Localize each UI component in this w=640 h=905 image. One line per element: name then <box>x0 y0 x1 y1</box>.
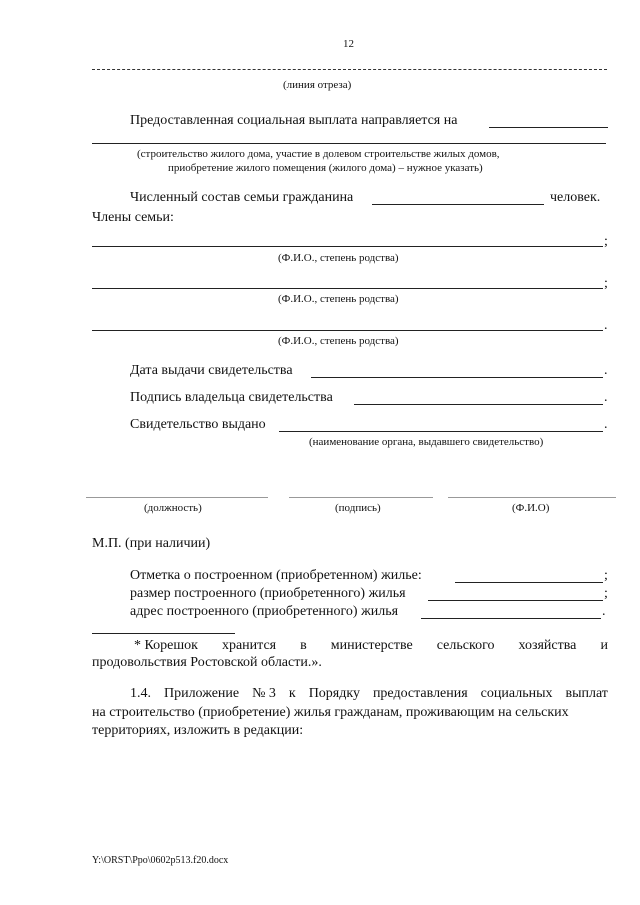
position-field[interactable] <box>86 497 268 498</box>
cut-line-label: (линия отреза) <box>283 79 352 91</box>
housing-size-field[interactable] <box>428 600 603 601</box>
footnote-line-2: продовольствия Ростовской области.». <box>92 655 322 670</box>
family-member-hint-2: (Ф.И.О., степень родства) <box>278 293 399 305</box>
clause-word: к <box>288 686 296 701</box>
payment-purpose-field-line2[interactable] <box>92 143 606 144</box>
footnote-word: * Корешок <box>134 638 198 653</box>
position-hint: (должность) <box>144 502 202 514</box>
clause-line-2: на строительство (приобретение) жилья гражданам, проживающим на сельских <box>92 705 569 720</box>
issue-date-label: Дата выдачи свидетельства <box>130 363 293 378</box>
footnote-word: сельского <box>436 638 495 653</box>
clause-word: предоставления <box>372 686 468 701</box>
clause-word: Приложение <box>163 686 240 701</box>
payment-purpose-hint-2: приобретение жилого помещения (жилого дома) – нужное указать) <box>168 162 483 174</box>
footnote-separator <box>92 633 235 634</box>
family-member-hint-3: (Ф.И.О., степень родства) <box>278 335 399 347</box>
family-member-hint-1: (Ф.И.О., степень родства) <box>278 252 399 264</box>
clause-word: социальных <box>480 686 553 701</box>
family-size-field[interactable] <box>372 204 544 205</box>
footnote-word: хозяйства <box>518 638 577 653</box>
name-field[interactable] <box>448 497 616 498</box>
housing-size-end: ; <box>604 586 608 601</box>
clause-word: 1.4. <box>130 686 151 701</box>
footnote-word: хранится <box>221 638 277 653</box>
housing-mark-field[interactable] <box>455 582 603 583</box>
issue-date-field[interactable] <box>311 377 603 378</box>
family-size-unit: человек. <box>550 190 601 205</box>
footnote-word: в <box>300 638 307 653</box>
housing-address-label: адрес построенного (приобретенного) жилья <box>130 604 399 619</box>
payment-line-label: Предоставленная социальная выплата направляется на <box>130 113 458 128</box>
signature-hint: (подпись) <box>335 502 381 514</box>
payment-purpose-hint-1: (строительство жилого дома, участие в долевом строительстве жилых домов, <box>137 148 500 160</box>
page-number: 12 <box>343 38 354 50</box>
footnote-word: и <box>600 638 608 653</box>
issued-by-hint: (наименование органа, выдавшего свидетельство) <box>309 436 544 448</box>
housing-mark-label: Отметка о построенном (приобретенном) жилье: <box>130 568 422 583</box>
clause-word: выплат <box>565 686 608 701</box>
issued-by-end: . <box>604 417 608 432</box>
clause-word: № 3 <box>252 686 276 701</box>
family-size-label: Численный состав семьи гражданина <box>130 190 354 205</box>
housing-mark-end: ; <box>604 568 608 583</box>
housing-address-end: . <box>602 604 606 619</box>
family-member-end-2: ; <box>604 276 608 291</box>
issued-by-label: Свидетельство выдано <box>130 417 266 432</box>
housing-size-label: размер построенного (приобретенного) жилья <box>130 586 406 601</box>
family-member-field-3[interactable] <box>92 330 603 331</box>
clause-line-1 <box>130 686 608 702</box>
family-member-field-1[interactable] <box>92 246 603 247</box>
family-member-end-1: ; <box>604 234 608 249</box>
owner-signature-label: Подпись владельца свидетельства <box>130 390 333 405</box>
family-members-label: Члены семьи: <box>92 210 174 225</box>
stamp-note: М.П. (при наличии) <box>92 536 211 551</box>
issued-by-field[interactable] <box>279 431 603 432</box>
family-member-end-3: . <box>604 318 608 333</box>
issue-date-end: . <box>604 363 608 378</box>
owner-signature-field[interactable] <box>354 404 603 405</box>
signature-field[interactable] <box>289 497 433 498</box>
clause-word: Порядку <box>308 686 360 701</box>
footnote-line-1 <box>134 638 608 654</box>
clause-line-3: территориях, изложить в редакции: <box>92 723 304 738</box>
payment-purpose-field[interactable] <box>489 127 608 128</box>
cut-line <box>92 69 607 70</box>
housing-address-field[interactable] <box>421 618 601 619</box>
name-hint: (Ф.И.О) <box>512 502 550 514</box>
file-path: Y:\ORST\Ppo\0602p513.f20.docx <box>92 855 229 866</box>
family-member-field-2[interactable] <box>92 288 603 289</box>
footnote-word: министерстве <box>330 638 413 653</box>
owner-signature-end: . <box>604 390 608 405</box>
